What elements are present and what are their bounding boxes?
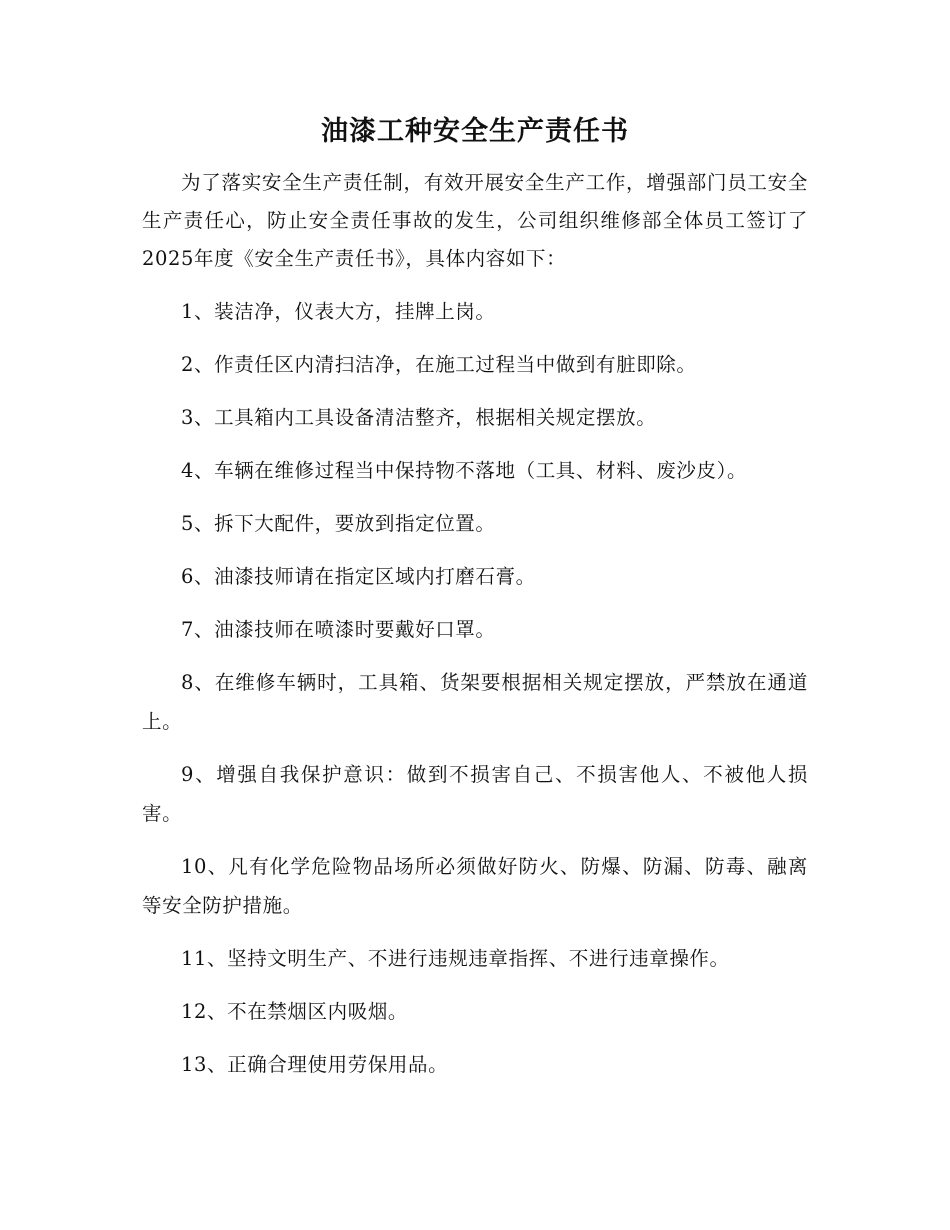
document-body [142,164,808,1084]
clause-11: 11、坚持文明生产、不进行违规违章指挥、不进行违章操作。 [181,947,730,970]
clause-9: 9、增强自我保护意识：做到不损害自己、不损害他人、不被他人损害。 [142,763,808,825]
clause-8: 8、在维修车辆时，工具箱、货架要根据相关规定摆放，严禁放在通道上。 [142,671,808,733]
clause-4: 4、车辆在维修过程当中保持物不落地（工具、材料、废沙皮）。 [181,459,748,482]
intro-paragraph: 为了落实安全生产责任制，有效开展安全生产工作，增强部门员工安全生产责任心，防止安全责任事故的发生，公司组织维修部全体员工签订了2025年度《安全生产责任书》，具体内容如下： [142,171,808,270]
clause-3: 3、工具箱内工具设备清洁整齐，根据相关规定摆放。 [181,406,657,429]
clause-7: 7、油漆技师在喷漆时要戴好口罩。 [181,618,496,641]
clause-10: 10、凡有化学危险物品场所必须做好防火、防爆、防漏、防毒、融离等安全防护措施。 [142,855,808,917]
clause-5: 5、拆下大配件，要放到指定位置。 [181,512,496,535]
clause-13: 13、正确合理使用劳保用品。 [181,1053,449,1076]
clause-12: 12、不在禁烟区内吸烟。 [181,1000,409,1023]
clause-6: 6、油漆技师请在指定区域内打磨石膏。 [181,565,536,588]
clause-2: 2、作责任区内清扫洁净，在施工过程当中做到有脏即除。 [181,353,697,376]
document-title: 油漆工种安全生产责任书 [321,116,629,147]
clause-1: 1、装洁净，仪表大方，挂牌上岗。 [181,300,496,323]
